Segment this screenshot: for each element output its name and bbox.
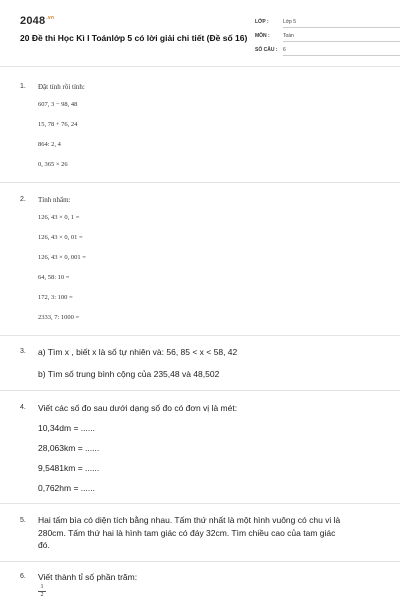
q3-part-a: a) Tìm x , biết x là số tự nhiên và: 56, 85 < x < 58, 42 <box>38 347 238 357</box>
q6-fraction <box>38 584 46 598</box>
q5-line: đó. <box>38 540 50 550</box>
q6-number: 6. <box>20 573 26 580</box>
meta-class-label: LỚP : <box>255 19 269 25</box>
q2-item: 126, 43 × 0, 01 = <box>38 234 83 241</box>
q1-divider <box>0 182 400 183</box>
q4-item: 9,5481km = ...... <box>38 463 100 473</box>
document-title: 20 Đề thi Học Kì I Toánlớp 5 có lời giải chi tiết (Đề số 16) <box>20 33 248 43</box>
q4-number: 4. <box>20 404 26 411</box>
q4-item: 10,34dm = ...... <box>38 423 95 433</box>
meta-class <box>255 19 296 25</box>
page-header <box>0 0 400 62</box>
meta-count <box>255 47 286 53</box>
q2-divider <box>0 335 400 336</box>
q1-item: 15, 78 + 76, 24 <box>38 121 78 128</box>
q1-item: 607, 3 − 98, 48 <box>38 101 78 108</box>
fraction-denominator: 2 <box>40 592 44 598</box>
q2-number: 2. <box>20 196 26 203</box>
q2-item: 172, 3: 100 = <box>38 294 73 301</box>
q3-part-b: b) Tìm số trung bình cộng của 235,48 và 48,502 <box>38 369 220 379</box>
q4-divider <box>0 503 400 504</box>
q1-item: 0, 365 × 26 <box>38 161 68 168</box>
fraction-numerator: 1 <box>40 584 44 590</box>
q3-number: 3. <box>20 348 26 355</box>
meta-subject <box>255 33 294 39</box>
q2-item: 2333, 7: 1000 = <box>38 314 80 321</box>
q3-divider <box>0 390 400 391</box>
q4-prompt: Viết các số đo sau dưới dạng số đo có đơn vị là mét: <box>38 403 238 413</box>
q5-number: 5. <box>20 517 26 524</box>
logo-suffix: .vn <box>46 15 55 22</box>
meta-subject-value: Toán <box>283 33 294 39</box>
header-divider <box>0 66 400 67</box>
q4-item: 28,063km = ...... <box>38 443 100 453</box>
q2-item: 126, 43 × 0, 001 = <box>38 254 86 261</box>
q1-prompt: Đặt tính rồi tính: <box>38 83 85 91</box>
q6-prompt: Viết thành tỉ số phần trăm: <box>38 572 138 582</box>
q5-text <box>38 514 378 552</box>
q1-number: 1. <box>20 83 26 90</box>
meta-class-value: Lớp 5 <box>283 19 297 25</box>
meta-count-label: SỐ CÂU : <box>255 47 278 53</box>
q5-divider <box>0 561 400 562</box>
q2-item: 64, 58: 10 = <box>38 274 70 281</box>
meta-subject-label: MÔN : <box>255 33 270 39</box>
logo-main: 2048 <box>20 15 46 27</box>
q5-line: 280cm. Tấm thứ hai là hình tam giác có đáy 32cm. Tìm chiều cao của tam giác <box>38 527 336 538</box>
meta-count-value: 6 <box>283 47 286 53</box>
q5-line: Hai tấm bìa có diện tích bằng nhau. Tấm thứ nhất là một hình vuông có chu vi là <box>38 515 341 525</box>
q4-item: 0,762hm = ...... <box>38 483 95 493</box>
q2-prompt: Tính nhẩm: <box>38 196 71 204</box>
site-logo[interactable] <box>20 15 54 27</box>
q1-item: 864: 2, 4 <box>38 141 61 148</box>
q2-item: 126, 43 × 0, 1 = <box>38 214 80 221</box>
